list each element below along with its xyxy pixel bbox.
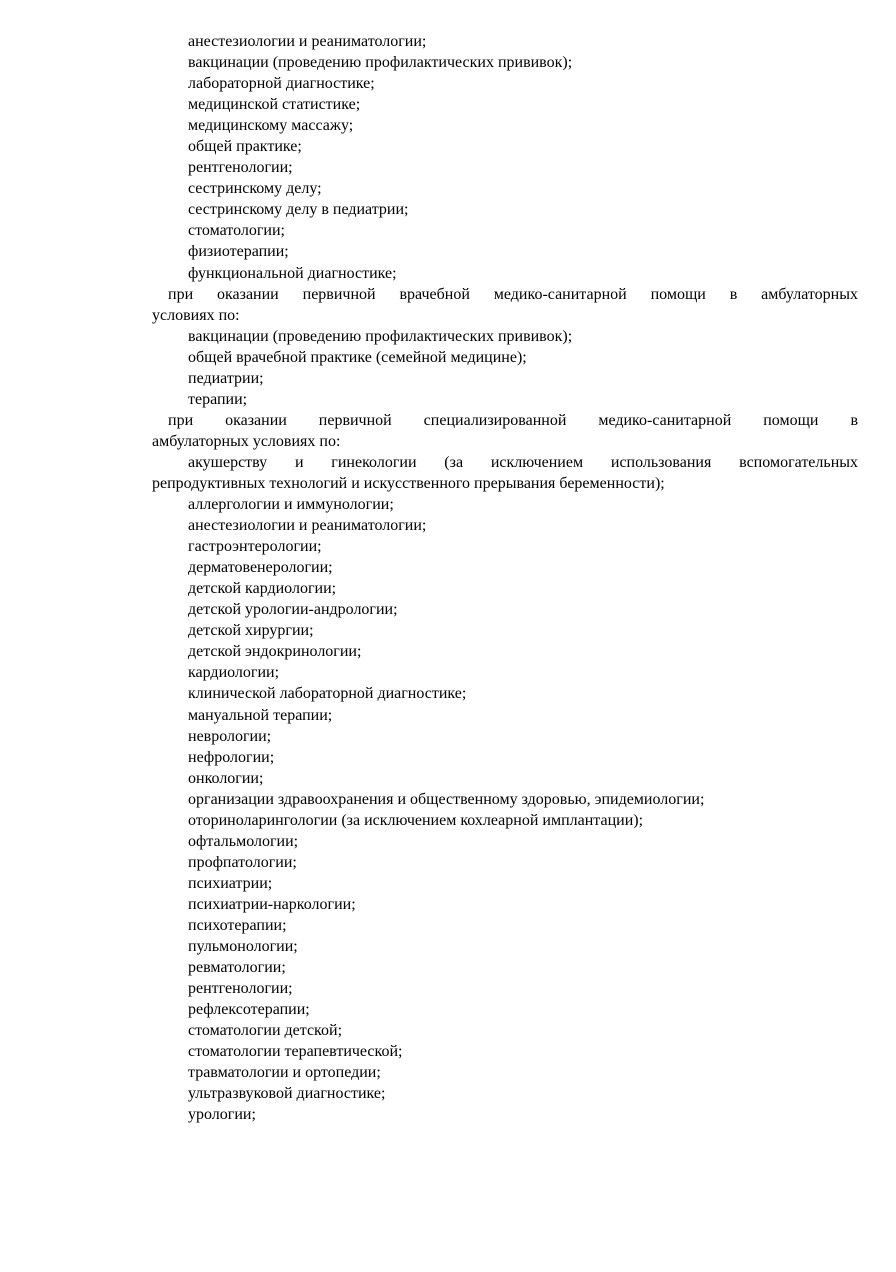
text-line: ультразвуковой диагностике; bbox=[188, 1085, 386, 1103]
list-item bbox=[152, 52, 858, 73]
text-line: рентгенологии; bbox=[188, 159, 293, 177]
list-item bbox=[152, 768, 858, 789]
text-line: детской урологии-андрологии; bbox=[188, 601, 398, 619]
text-line: детской хирургии; bbox=[188, 622, 314, 640]
list-item bbox=[152, 241, 858, 262]
list-item bbox=[152, 683, 858, 704]
list-item bbox=[152, 536, 858, 557]
list-item bbox=[152, 515, 858, 536]
list-item bbox=[152, 178, 858, 199]
document-page bbox=[152, 31, 858, 1125]
list-item bbox=[152, 1104, 858, 1125]
list-item bbox=[152, 199, 858, 220]
text-line: урологии; bbox=[188, 1106, 256, 1124]
list-item bbox=[152, 1062, 858, 1083]
paragraph bbox=[152, 284, 858, 326]
list-item bbox=[152, 31, 858, 52]
text-line: амбулаторных условиях по: bbox=[152, 432, 341, 450]
text-line: условиях по: bbox=[152, 306, 240, 324]
text-line: мануальной терапии; bbox=[188, 706, 333, 724]
list-item bbox=[152, 705, 858, 726]
list-item bbox=[152, 662, 858, 683]
list-item bbox=[152, 999, 858, 1020]
text-line: неврологии; bbox=[188, 727, 272, 745]
text-line: педиатрии; bbox=[188, 369, 264, 387]
list-item bbox=[152, 263, 858, 284]
text-line: при оказании первичной врачебной медико-санитарной помощи в амбулаторных bbox=[168, 285, 858, 303]
list-item bbox=[152, 326, 858, 347]
list-item bbox=[152, 873, 858, 894]
list-item bbox=[152, 557, 858, 578]
list-item bbox=[152, 157, 858, 178]
text-line: медицинской статистике; bbox=[188, 96, 361, 114]
text-line: стоматологии детской; bbox=[188, 1022, 343, 1040]
list-item bbox=[152, 957, 858, 978]
list-item bbox=[152, 936, 858, 957]
text-line: ревматологии; bbox=[188, 959, 286, 977]
list-item bbox=[152, 620, 858, 641]
list-item bbox=[152, 347, 858, 368]
list-item bbox=[152, 1083, 858, 1104]
text-line: кардиологии; bbox=[188, 664, 280, 682]
list-item bbox=[152, 1041, 858, 1062]
list-item bbox=[152, 810, 858, 831]
text-line: психотерапии; bbox=[188, 916, 287, 934]
text-line: организации здравоохранения и общественному здоровью, эпидемиологии; bbox=[188, 790, 705, 808]
list-item bbox=[152, 789, 858, 810]
text-line: общей врачебной практике (семейной медицине); bbox=[188, 348, 527, 366]
list-item bbox=[152, 368, 858, 389]
text-line: онкологии; bbox=[188, 769, 264, 787]
list-item bbox=[152, 389, 858, 410]
list-item bbox=[152, 726, 858, 747]
text-line: стоматологии терапевтической; bbox=[188, 1043, 403, 1061]
text-line: вакцинации (проведению профилактических прививок); bbox=[188, 54, 573, 72]
text-line: оториноларингологии (за исключением кохлеарной имплантации); bbox=[188, 811, 644, 829]
text-line: детской эндокринологии; bbox=[188, 643, 362, 661]
text-line: стоматологии; bbox=[188, 222, 285, 240]
list-item bbox=[152, 978, 858, 999]
list-item bbox=[152, 578, 858, 599]
list-item bbox=[152, 136, 858, 157]
text-line: нефрологии; bbox=[188, 748, 275, 766]
paragraph bbox=[152, 410, 858, 452]
text-line: сестринскому делу; bbox=[188, 180, 322, 198]
text-line: клинической лабораторной диагностике; bbox=[188, 685, 467, 703]
text-line: офтальмологии; bbox=[188, 832, 299, 850]
text-line: при оказании первичной специализированной медико-санитарной помощи в bbox=[168, 411, 858, 429]
text-line: аллергологии и иммунологии; bbox=[188, 496, 394, 514]
list-item bbox=[152, 115, 858, 136]
list-item bbox=[152, 73, 858, 94]
text-line: анестезиологии и реаниматологии; bbox=[188, 517, 427, 535]
list-item bbox=[152, 220, 858, 241]
text-line: лабораторной диагностике; bbox=[188, 75, 375, 93]
text-line: рефлексотерапии; bbox=[188, 1001, 310, 1019]
text-line: вакцинации (проведению профилактических прививок); bbox=[188, 327, 573, 345]
text-line: терапии; bbox=[188, 390, 248, 408]
text-line: травматологии и ортопедии; bbox=[188, 1064, 381, 1082]
list-item bbox=[152, 599, 858, 620]
text-line: детской кардиологии; bbox=[188, 580, 337, 598]
list-item bbox=[152, 494, 858, 515]
list-item bbox=[152, 831, 858, 852]
text-line: дерматовенерологии; bbox=[188, 559, 333, 577]
text-line: анестезиологии и реаниматологии; bbox=[188, 33, 427, 50]
list-item bbox=[152, 915, 858, 936]
text-line: психиатрии-наркологии; bbox=[188, 895, 356, 913]
list-item bbox=[152, 641, 858, 662]
list-item bbox=[152, 94, 858, 115]
list-item bbox=[152, 894, 858, 915]
text-line: психиатрии; bbox=[188, 874, 273, 892]
text-line: пульмонологии; bbox=[188, 938, 298, 956]
text-line: акушерству и гинекологии (за исключением использования вспомогательных bbox=[188, 453, 858, 471]
list-item bbox=[152, 747, 858, 768]
list-item bbox=[152, 452, 858, 494]
list-item bbox=[152, 852, 858, 873]
text-line: рентгенологии; bbox=[188, 980, 293, 998]
text-line: профпатологии; bbox=[188, 853, 297, 871]
text-line: функциональной диагностике; bbox=[188, 264, 397, 282]
text-line: сестринскому делу в педиатрии; bbox=[188, 201, 409, 219]
text-line: медицинскому массажу; bbox=[188, 117, 354, 135]
text-line: гастроэнтерологии; bbox=[188, 538, 322, 556]
text-line: физиотерапии; bbox=[188, 243, 289, 261]
text-line: общей практике; bbox=[188, 138, 302, 156]
list-item bbox=[152, 1020, 858, 1041]
text-line: репродуктивных технологий и искусственного прерывания беременности); bbox=[152, 474, 665, 492]
